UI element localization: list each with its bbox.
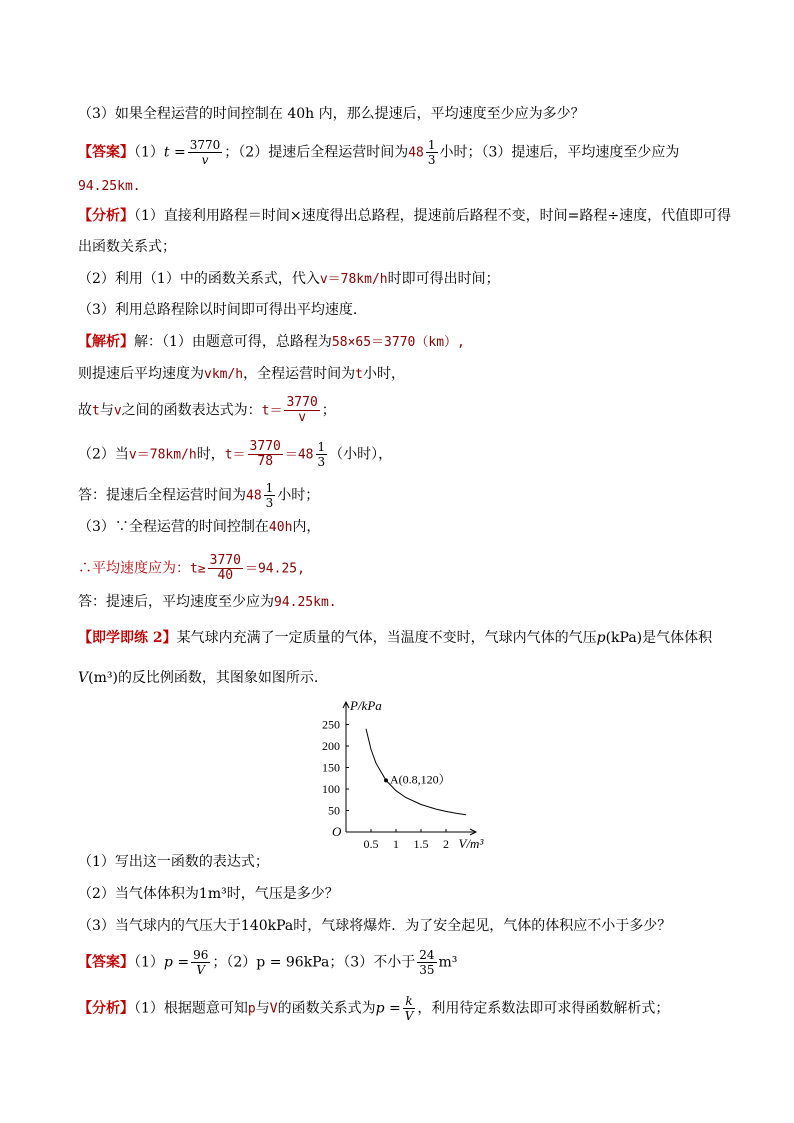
solution-1-l6: （3）∵全程运营的时间控制在40h内， xyxy=(78,519,321,535)
solution-1-l3: 故t与v之间的函数表达式为：t＝ $\frac{3770}{v}$ ； xyxy=(78,395,336,425)
point-a-label: A(0.8,120） xyxy=(390,772,451,787)
answer-2: 【答案】（1）p = $\frac{96}{V}$ ；（2）p = 96kPa；（3）不小于 $\frac{24}{35}$ m³ xyxy=(78,948,458,977)
inverse-proportion-chart xyxy=(306,694,506,854)
sub-q1: （1）写出这一函数的表达式； xyxy=(78,854,269,870)
x-tick-label: 1.5 xyxy=(413,837,429,851)
solution-1-l8: 答：提速后，平均速度至少应为94.25km. xyxy=(78,594,337,610)
exercise-2-l1: 【即学即练 2】某气球内充满了一定质量的气体，当温度不变时，气球内气体的气压p(kPa)是气体体积 xyxy=(78,630,713,646)
sub-q3: （3）当气球内的气压大于140kPa时，气球将爆炸．为了安全起见，气体的体积应不小于多少？ xyxy=(78,918,672,934)
sub-q2: （2）当气体体积为1m³时，气压是多少？ xyxy=(78,886,339,902)
solution-1-l4: （2）当v＝78km/h时，t＝ $\frac{3770}{78}$ ＝48 $\frac{1}{3}$ （小时）， xyxy=(78,439,393,469)
origin-label: O xyxy=(332,824,342,839)
solution-1-l5: 答：提速后全程运营时间为48 $\frac{1}{3}$ 小时； xyxy=(78,481,320,510)
solution-1-l7: ∴平均速度应为：t≥ $\frac{3770}{40}$ ＝94.25, xyxy=(78,553,305,583)
answer-1: 【答案】（1）t = $\frac{3770}{v}$ ；（2）提速后全程运营时间为48 $\frac{1}{3}$ 小时；（3）提速后，平均速度至少应为 xyxy=(78,138,680,167)
y-tick-label: 150 xyxy=(322,760,340,775)
x-tick-label: 1 xyxy=(393,837,399,851)
point-a xyxy=(384,778,388,782)
x-tick-label: 0.5 xyxy=(363,837,379,851)
q3-question: （3）如果全程运营的时间控制在 40h 内，那么提速后，平均速度至少应为多少？ xyxy=(78,106,585,122)
y-axis-label: P/kPa xyxy=(350,698,382,713)
analysis-1-l1: 【分析】（1）直接利用路程＝时间×速度得出总路程，提速前后路程不变，时间=路程÷速度，代值即可得 xyxy=(78,208,732,224)
solution-1-l1: 【解析】解：（1）由题意可得，总路程为58×65＝3770（km）, xyxy=(78,334,465,350)
y-tick-label: 100 xyxy=(322,782,340,796)
solution-1-l2: 则提速后平均速度为vkm/h，全程运营时间为t小时， xyxy=(78,366,405,382)
answer-1-line2: 94.25km. xyxy=(78,179,141,194)
analysis-1-l3: （2）利用（1）中的函数关系式，代入v＝78km/h时即可得出时间； xyxy=(78,271,500,287)
x-axis-label: V/m³ xyxy=(458,836,484,851)
y-tick-label: 50 xyxy=(328,803,340,818)
analysis-1-l4: （3）利用总路程除以时间即可得出平均速度. xyxy=(78,302,358,318)
y-tick-label: 250 xyxy=(322,717,340,732)
x-tick-label: 2 xyxy=(443,837,449,851)
y-tick-label: 200 xyxy=(322,739,340,753)
exercise-2-l2: V(m³)的反比例函数，其图象如图所示. xyxy=(78,670,319,686)
answer-tag: 【答案】 xyxy=(78,144,134,161)
analysis-2: 【分析】（1）根据题意可知p与V的函数关系式为p = $\frac{k}{V}$ ，利用待定系数法即可求得函数解析式； xyxy=(78,994,670,1023)
analysis-1-l2: 出函数关系式； xyxy=(78,239,176,255)
